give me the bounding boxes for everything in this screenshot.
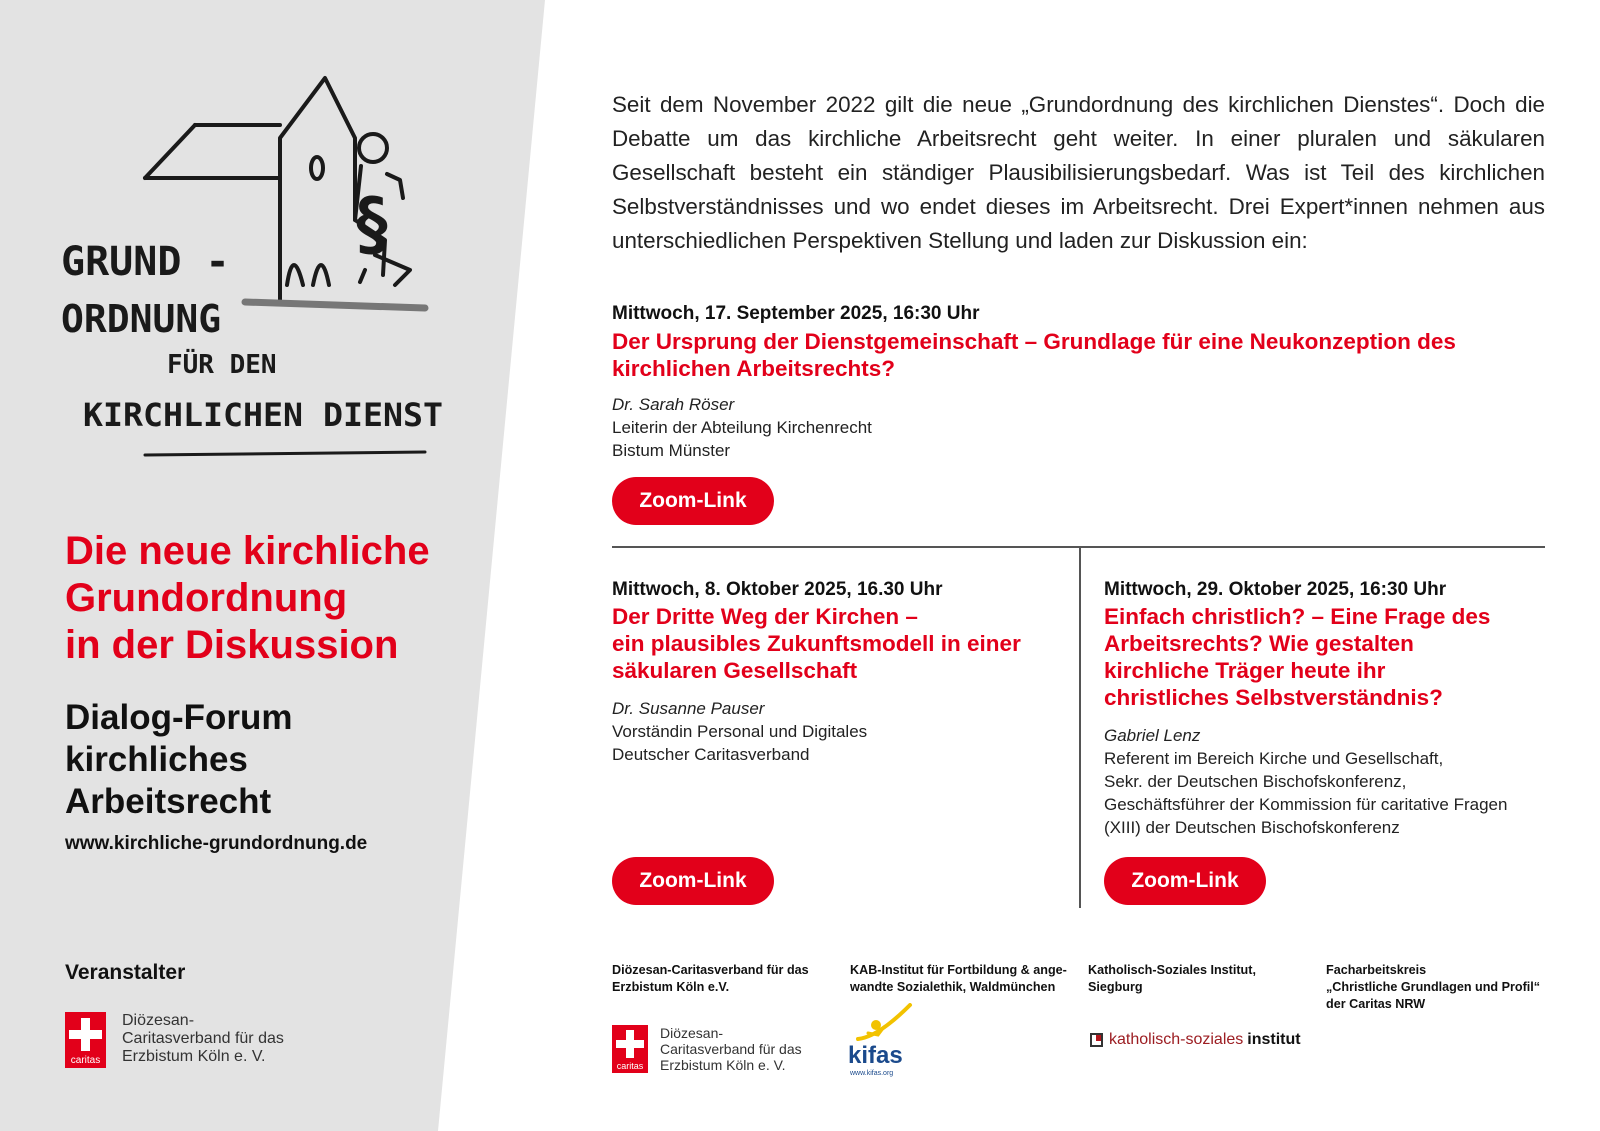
- speaker-role: Referent im Bereich Kirche und Gesellschaft,: [1104, 749, 1444, 768]
- grundordnung-logo: [55, 70, 465, 470]
- main-title: [65, 528, 485, 669]
- event-2-title: Der Dritte Weg der Kirchen – ein plausibles Zukunftsmodell in einer säkularen Gesellschaft: [612, 604, 1021, 683]
- subtitle-line: Dialog-Forum: [65, 698, 293, 737]
- ksi-logo: katholisch-soziales institut: [1090, 1031, 1301, 1049]
- speaker-name: Dr. Sarah Röser: [612, 395, 735, 414]
- partner-1-name: Diözesan-Caritasverband für das Erzbistum Köln e.V.: [612, 963, 809, 994]
- event-3-date: Mittwoch, 29. Oktober 2025, 16:30 Uhr: [1104, 579, 1447, 600]
- event-2-zoom-link-button[interactable]: Zoom-Link: [612, 857, 774, 905]
- subtitle: [65, 697, 465, 823]
- event-3-zoom-link-button[interactable]: Zoom-Link: [1104, 857, 1266, 905]
- speaker-role: Sekr. der Deutschen Bischofskonferenz,: [1104, 772, 1407, 791]
- event-1-zoom-link-button[interactable]: Zoom-Link: [612, 477, 774, 525]
- partner-3-name: Katholisch-Soziales Institut, Siegburg: [1088, 963, 1256, 994]
- subtitle-line: kirchliches: [65, 740, 248, 779]
- event-2-speaker: [612, 697, 867, 766]
- event-2-date: Mittwoch, 8. Oktober 2025, 16.30 Uhr: [612, 579, 943, 600]
- logo-line-3: FÜR DEN: [167, 350, 277, 380]
- speaker-name: Gabriel Lenz: [1104, 726, 1201, 745]
- main-title-line: Die neue kirchliche: [65, 529, 430, 573]
- partner-1-logo: caritas Diözesan- Caritasverband für das Erzbistum Köln e. V.: [612, 1025, 802, 1073]
- event-3-title: Einfach christlich? – Eine Frage des Arbeitsrechts? Wie gestalten kirchliche Träger heute ihr christliches Selbstverständnis?: [1104, 604, 1491, 710]
- svg-text:www.kifas.org: www.kifas.org: [850, 1070, 894, 1077]
- event-1-title: Der Ursprung der Dienstgemeinschaft – Grundlage für eine Neukonzeption des kirchlichen Arbeitsrechts?: [612, 329, 1456, 381]
- organizer-logo: [65, 1012, 284, 1068]
- partner-4-name: Facharbeitskreis „Christliche Grundlagen und Profil“ der Caritas NRW: [1326, 963, 1541, 1011]
- event-1-speaker: [612, 393, 872, 462]
- svg-text:§: §: [351, 183, 394, 265]
- organizer-name: Diözesan- Caritasverband für das Erzbistum Köln e. V.: [122, 1012, 284, 1065]
- speaker-role: Leiterin der Abteilung Kirchenrecht: [612, 418, 872, 437]
- event-1-date: Mittwoch, 17. September 2025, 16:30 Uhr: [612, 303, 980, 324]
- logo-line-2: ORDNUNG: [61, 297, 222, 341]
- intro-text: Seit dem November 2022 gilt die neue „Grundordnung des kirchlichen Dienstes“. Doch die Debatte um das kirchliche Arbeitsrecht geht weiter. In einer pluralen und säkularen Gesellschaft besteht ein ständiger Plausibilisierungsbedarf. Was ist Teil des kirchlichen Selbstverständnisses und wo endet dieses im Arbeitsrecht. Drei Expert*innen nehmen aus unterschiedlichen Perspektiven Stellung und laden zur Diskussion ein:: [612, 92, 1545, 253]
- organizer-heading: Veranstalter: [65, 961, 186, 984]
- partner-2-name: KAB-Institut für Fortbildung & ange- wandte Sozialethik, Waldmünchen: [850, 963, 1067, 994]
- kifas-logo: [848, 1003, 918, 1078]
- caritas-cross-icon: caritas: [612, 1025, 648, 1073]
- speaker-role: Bistum Münster: [612, 441, 731, 460]
- speaker-role: Deutscher Caritasverband: [612, 745, 810, 764]
- speaker-role: (XIII) der Deutschen Bischofskonferenz: [1104, 818, 1400, 837]
- event-3-speaker: [1104, 724, 1507, 839]
- subtitle-line: Arbeitsrecht: [65, 782, 272, 821]
- vertical-divider: [1079, 548, 1081, 908]
- website-link[interactable]: www.kirchliche-grundordnung.de: [65, 833, 368, 854]
- speaker-role: Geschäftsführer der Kommission für caritative Fragen: [1104, 795, 1508, 814]
- logo-line-1: GRUND -: [61, 239, 230, 285]
- svg-text:kifas: kifas: [848, 1042, 903, 1069]
- logo-line-4: KIRCHLICHEN DIENST: [83, 396, 443, 434]
- caritas-cross-icon: caritas: [65, 1012, 106, 1068]
- main-title-line: Grundordnung: [65, 576, 348, 620]
- ksi-square-icon: [1090, 1033, 1103, 1047]
- speaker-name: Dr. Susanne Pauser: [612, 699, 765, 718]
- main-title-line: in der Diskussion: [65, 623, 399, 667]
- speaker-role: Vorständin Personal und Digitales: [612, 722, 868, 741]
